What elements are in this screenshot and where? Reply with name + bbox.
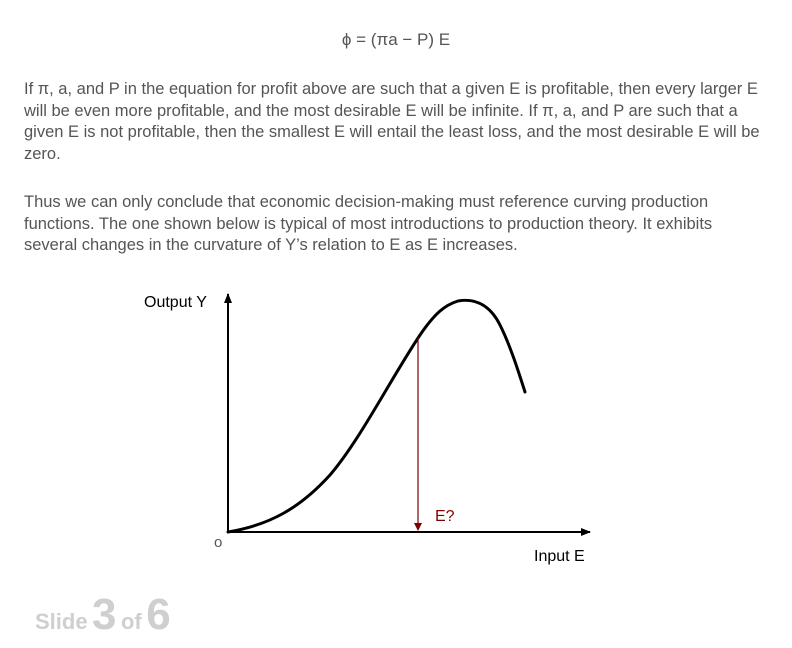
slide-counter	[35, 590, 171, 640]
y-axis-label: Output Y	[144, 294, 207, 311]
paragraph-profit: If π, a, and P in the equation for profit above are such that a given E is profitable, then every larger E will be even more profitable, and the most desirable E will be infinite. If π, a, and P are such that a given E is not profitable, then the smallest E will entail the least loss, and the most desirable E will be zero.	[24, 80, 760, 163]
slide-current-number: 3	[92, 590, 117, 639]
slide-word: Slide	[35, 609, 88, 634]
paragraph-production-functions: Thus we can only conclude that economic decision-making must reference curving production functions. The one shown below is typical of most introductions to production theory. It exhibits several changes in the curvature of Y’s relation to E as E increases.	[24, 193, 713, 254]
slide-total-number: 6	[146, 590, 171, 639]
origin-label: o	[214, 534, 223, 551]
marker-label: E?	[435, 508, 455, 525]
slide-of-word: of	[120, 609, 142, 634]
profit-equation: ϕ = (πa − P) E	[341, 30, 451, 49]
production-curve	[228, 300, 525, 532]
x-axis-label: Input E	[534, 548, 585, 565]
